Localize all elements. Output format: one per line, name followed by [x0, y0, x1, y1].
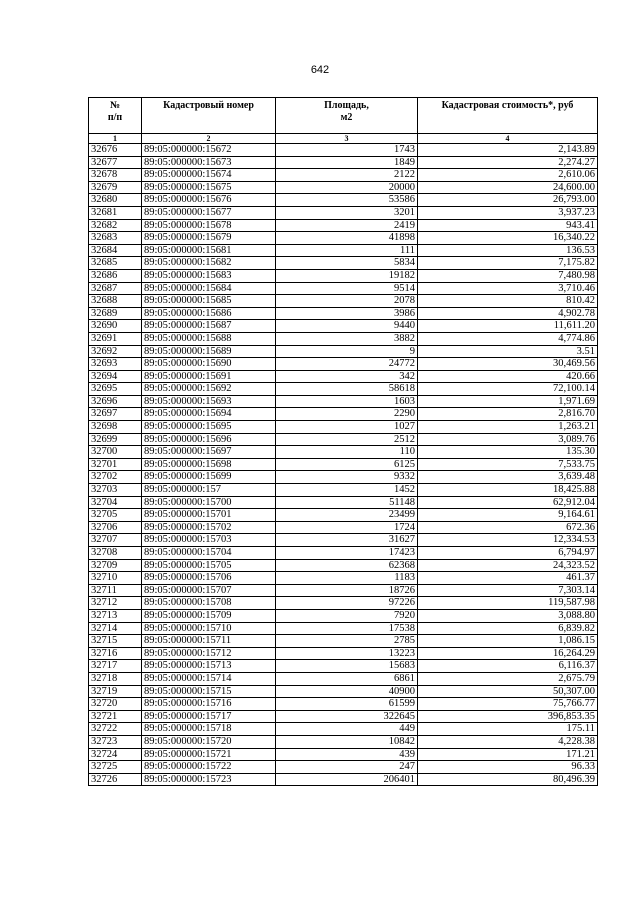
- row-number-cell: 32683: [89, 232, 142, 245]
- row-number-cell: 32684: [89, 244, 142, 257]
- cadastral-value-cell: 75,766.77: [418, 698, 598, 711]
- cadastral-number-cell: 89:05:000000:15679: [142, 232, 276, 245]
- column-number: 4: [418, 134, 598, 144]
- table-row: [89, 320, 598, 333]
- cadastral-value-cell: 3,089.76: [418, 433, 598, 446]
- table-row: [89, 244, 598, 257]
- cadastral-number-cell: 89:05:000000:15688: [142, 332, 276, 345]
- cadastral-value-cell: 26,793.00: [418, 194, 598, 207]
- area-cell: 17538: [276, 622, 418, 635]
- table-row: [89, 710, 598, 723]
- area-cell: 17423: [276, 547, 418, 560]
- area-cell: 7920: [276, 609, 418, 622]
- cadastral-value-cell: 72,100.14: [418, 383, 598, 396]
- cadastral-number-cell: 89:05:000000:15720: [142, 735, 276, 748]
- header-area-label: Площадь, м2: [324, 100, 369, 123]
- table-row: [89, 395, 598, 408]
- cadastral-number-cell: 89:05:000000:157: [142, 484, 276, 497]
- row-number-cell: 32691: [89, 332, 142, 345]
- row-number-cell: 32712: [89, 597, 142, 610]
- header-cadastral-number-label: Кадастровый номер: [163, 100, 254, 111]
- cadastral-value-cell: 420.66: [418, 370, 598, 383]
- cadastral-value-cell: 12,334.53: [418, 534, 598, 547]
- cadastral-value-cell: 3,710.46: [418, 282, 598, 295]
- page-number: 642: [310, 64, 330, 76]
- header-cadastral-value-label: Кадастровая стоимость*, руб: [441, 100, 574, 111]
- row-number-cell: 32677: [89, 156, 142, 169]
- area-cell: 2512: [276, 433, 418, 446]
- column-number-row: [89, 134, 598, 144]
- header-area: [276, 98, 418, 134]
- area-cell: 23499: [276, 509, 418, 522]
- cadastral-value-cell: 50,307.00: [418, 685, 598, 698]
- table-row: [89, 735, 598, 748]
- row-number-cell: 32711: [89, 584, 142, 597]
- cadastral-number-cell: 89:05:000000:15686: [142, 307, 276, 320]
- table-row: [89, 748, 598, 761]
- table-row: [89, 773, 598, 786]
- area-cell: 342: [276, 370, 418, 383]
- cadastral-number-cell: 89:05:000000:15721: [142, 748, 276, 761]
- cadastral-value-cell: 3,937.23: [418, 206, 598, 219]
- row-number-cell: 32724: [89, 748, 142, 761]
- table-row: [89, 584, 598, 597]
- area-cell: 53586: [276, 194, 418, 207]
- table-row: [89, 295, 598, 308]
- cadastral-number-cell: 89:05:000000:15689: [142, 345, 276, 358]
- table-row: [89, 635, 598, 648]
- area-cell: 2122: [276, 169, 418, 182]
- cadastral-number-cell: 89:05:000000:15718: [142, 723, 276, 736]
- table-row: [89, 446, 598, 459]
- cadastral-value-cell: 62,912.04: [418, 496, 598, 509]
- cadastral-value-cell: 136.53: [418, 244, 598, 257]
- row-number-cell: 32713: [89, 609, 142, 622]
- table-row: [89, 433, 598, 446]
- row-number-cell: 32680: [89, 194, 142, 207]
- row-number-cell: 32717: [89, 660, 142, 673]
- cadastral-value-cell: 3,088.80: [418, 609, 598, 622]
- area-cell: 5834: [276, 257, 418, 270]
- cadastral-value-cell: 396,853.35: [418, 710, 598, 723]
- cadastral-value-cell: 171.21: [418, 748, 598, 761]
- cadastral-number-cell: 89:05:000000:15706: [142, 572, 276, 585]
- cadastral-value-cell: 7,175.82: [418, 257, 598, 270]
- row-number-cell: 32703: [89, 484, 142, 497]
- cadastral-number-cell: 89:05:000000:15690: [142, 358, 276, 371]
- cadastral-value-cell: 119,587.98: [418, 597, 598, 610]
- table-row: [89, 458, 598, 471]
- table-row: [89, 496, 598, 509]
- cadastral-value-cell: 16,340.22: [418, 232, 598, 245]
- area-cell: 9514: [276, 282, 418, 295]
- cadastral-value-cell: 4,228.38: [418, 735, 598, 748]
- table-row: [89, 509, 598, 522]
- table-row: [89, 144, 598, 157]
- cadastral-value-cell: 943.41: [418, 219, 598, 232]
- cadastral-number-cell: 89:05:000000:15700: [142, 496, 276, 509]
- header-cadastral-value: [418, 98, 598, 134]
- cadastral-value-cell: 3,639.48: [418, 471, 598, 484]
- cadastral-number-cell: 89:05:000000:15696: [142, 433, 276, 446]
- cadastral-table: [88, 97, 598, 786]
- cadastral-value-cell: 96.33: [418, 761, 598, 774]
- area-cell: 20000: [276, 181, 418, 194]
- table-row: [89, 257, 598, 270]
- table-row: [89, 408, 598, 421]
- row-number-cell: 32698: [89, 421, 142, 434]
- area-cell: 9: [276, 345, 418, 358]
- cadastral-value-cell: 175.11: [418, 723, 598, 736]
- row-number-cell: 32710: [89, 572, 142, 585]
- area-cell: 247: [276, 761, 418, 774]
- table-row: [89, 345, 598, 358]
- cadastral-number-cell: 89:05:000000:15674: [142, 169, 276, 182]
- table-row: [89, 383, 598, 396]
- table-row: [89, 698, 598, 711]
- row-number-cell: 32701: [89, 458, 142, 471]
- cadastral-value-cell: 7,303.14: [418, 584, 598, 597]
- area-cell: 1743: [276, 144, 418, 157]
- cadastral-number-cell: 89:05:000000:15673: [142, 156, 276, 169]
- cadastral-number-cell: 89:05:000000:15676: [142, 194, 276, 207]
- table-row: [89, 521, 598, 534]
- table-row: [89, 169, 598, 182]
- area-cell: 15683: [276, 660, 418, 673]
- table-body: [89, 144, 598, 786]
- cadastral-value-cell: 2,675.79: [418, 672, 598, 685]
- table-row: [89, 370, 598, 383]
- area-cell: 1849: [276, 156, 418, 169]
- cadastral-value-cell: 24,600.00: [418, 181, 598, 194]
- row-number-cell: 32704: [89, 496, 142, 509]
- cadastral-value-cell: 6,116.37: [418, 660, 598, 673]
- table-row: [89, 194, 598, 207]
- cadastral-value-cell: 24,323.52: [418, 559, 598, 572]
- row-number-cell: 32693: [89, 358, 142, 371]
- cadastral-number-cell: 89:05:000000:15702: [142, 521, 276, 534]
- cadastral-number-cell: 89:05:000000:15707: [142, 584, 276, 597]
- cadastral-value-cell: 672.36: [418, 521, 598, 534]
- cadastral-number-cell: 89:05:000000:15712: [142, 647, 276, 660]
- area-cell: 1603: [276, 395, 418, 408]
- table-row: [89, 181, 598, 194]
- cadastral-value-cell: 1,971.69: [418, 395, 598, 408]
- area-cell: 13223: [276, 647, 418, 660]
- area-cell: 51148: [276, 496, 418, 509]
- row-number-cell: 32699: [89, 433, 142, 446]
- cadastral-value-cell: 2,143.89: [418, 144, 598, 157]
- cadastral-number-cell: 89:05:000000:15697: [142, 446, 276, 459]
- row-number-cell: 32688: [89, 295, 142, 308]
- cadastral-value-cell: 4,774.86: [418, 332, 598, 345]
- table-row: [89, 471, 598, 484]
- area-cell: 6125: [276, 458, 418, 471]
- table-row: [89, 572, 598, 585]
- cadastral-value-cell: 7,533.75: [418, 458, 598, 471]
- cadastral-number-cell: 89:05:000000:15713: [142, 660, 276, 673]
- table-row: [89, 332, 598, 345]
- table-row: [89, 647, 598, 660]
- table-row: [89, 723, 598, 736]
- table-row: [89, 534, 598, 547]
- row-number-cell: 32697: [89, 408, 142, 421]
- cadastral-number-cell: 89:05:000000:15723: [142, 773, 276, 786]
- row-number-cell: 32686: [89, 269, 142, 282]
- cadastral-value-cell: 461.37: [418, 572, 598, 585]
- area-cell: 18726: [276, 584, 418, 597]
- table-row: [89, 232, 598, 245]
- area-cell: 111: [276, 244, 418, 257]
- row-number-cell: 32689: [89, 307, 142, 320]
- cadastral-value-cell: 9,164.61: [418, 509, 598, 522]
- cadastral-value-cell: 4,902.78: [418, 307, 598, 320]
- cadastral-value-cell: 2,816.70: [418, 408, 598, 421]
- cadastral-number-cell: 89:05:000000:15691: [142, 370, 276, 383]
- table-row: [89, 307, 598, 320]
- cadastral-value-cell: 16,264.29: [418, 647, 598, 660]
- cadastral-value-cell: 7,480.98: [418, 269, 598, 282]
- row-number-cell: 32720: [89, 698, 142, 711]
- cadastral-value-cell: 1,263.21: [418, 421, 598, 434]
- cadastral-number-cell: 89:05:000000:15693: [142, 395, 276, 408]
- row-number-cell: 32718: [89, 672, 142, 685]
- area-cell: 24772: [276, 358, 418, 371]
- area-cell: 449: [276, 723, 418, 736]
- row-number-cell: 32706: [89, 521, 142, 534]
- area-cell: 2290: [276, 408, 418, 421]
- row-number-cell: 32676: [89, 144, 142, 157]
- table-row: [89, 761, 598, 774]
- cadastral-number-cell: 89:05:000000:15705: [142, 559, 276, 572]
- row-number-cell: 32682: [89, 219, 142, 232]
- table-row: [89, 672, 598, 685]
- area-cell: 439: [276, 748, 418, 761]
- cadastral-number-cell: 89:05:000000:15715: [142, 685, 276, 698]
- cadastral-number-cell: 89:05:000000:15685: [142, 295, 276, 308]
- cadastral-number-cell: 89:05:000000:15717: [142, 710, 276, 723]
- cadastral-value-cell: 6,839.82: [418, 622, 598, 635]
- table-row: [89, 206, 598, 219]
- row-number-cell: 32694: [89, 370, 142, 383]
- cadastral-value-cell: 810.42: [418, 295, 598, 308]
- cadastral-number-cell: 89:05:000000:15699: [142, 471, 276, 484]
- row-number-cell: 32721: [89, 710, 142, 723]
- column-number: 3: [276, 134, 418, 144]
- row-number-cell: 32690: [89, 320, 142, 333]
- row-number-cell: 32709: [89, 559, 142, 572]
- table-row: [89, 622, 598, 635]
- cadastral-number-cell: 89:05:000000:15682: [142, 257, 276, 270]
- table-row: [89, 609, 598, 622]
- cadastral-number-cell: 89:05:000000:15681: [142, 244, 276, 257]
- area-cell: 9440: [276, 320, 418, 333]
- cadastral-number-cell: 89:05:000000:15708: [142, 597, 276, 610]
- cadastral-value-cell: 30,469.56: [418, 358, 598, 371]
- row-number-cell: 32726: [89, 773, 142, 786]
- table-row: [89, 269, 598, 282]
- table-row: [89, 559, 598, 572]
- row-number-cell: 32696: [89, 395, 142, 408]
- area-cell: 58618: [276, 383, 418, 396]
- table-row: [89, 421, 598, 434]
- column-number: 1: [89, 134, 142, 144]
- cadastral-value-cell: 3.51: [418, 345, 598, 358]
- cadastral-number-cell: 89:05:000000:15709: [142, 609, 276, 622]
- cadastral-number-cell: 89:05:000000:15675: [142, 181, 276, 194]
- table-row: [89, 685, 598, 698]
- area-cell: 97226: [276, 597, 418, 610]
- row-number-cell: 32702: [89, 471, 142, 484]
- table-row: [89, 660, 598, 673]
- cadastral-value-cell: 1,086.15: [418, 635, 598, 648]
- row-number-cell: 32679: [89, 181, 142, 194]
- cadastral-number-cell: 89:05:000000:15716: [142, 698, 276, 711]
- table-row: [89, 156, 598, 169]
- column-number: 2: [142, 134, 276, 144]
- area-cell: 62368: [276, 559, 418, 572]
- table-row: [89, 484, 598, 497]
- table-row: [89, 597, 598, 610]
- cadastral-value-cell: 2,274.27: [418, 156, 598, 169]
- row-number-cell: 32700: [89, 446, 142, 459]
- table-row: [89, 547, 598, 560]
- area-cell: 19182: [276, 269, 418, 282]
- area-cell: 3986: [276, 307, 418, 320]
- row-number-cell: 32687: [89, 282, 142, 295]
- area-cell: 61599: [276, 698, 418, 711]
- row-number-cell: 32719: [89, 685, 142, 698]
- cadastral-number-cell: 89:05:000000:15683: [142, 269, 276, 282]
- table-row: [89, 282, 598, 295]
- table-row: [89, 219, 598, 232]
- cadastral-number-cell: 89:05:000000:15722: [142, 761, 276, 774]
- cadastral-number-cell: 89:05:000000:15678: [142, 219, 276, 232]
- cadastral-value-cell: 80,496.39: [418, 773, 598, 786]
- area-cell: 3882: [276, 332, 418, 345]
- table-row: [89, 358, 598, 371]
- table-header-row: [89, 98, 598, 134]
- area-cell: 206401: [276, 773, 418, 786]
- area-cell: 110: [276, 446, 418, 459]
- row-number-cell: 32725: [89, 761, 142, 774]
- row-number-cell: 32685: [89, 257, 142, 270]
- row-number-cell: 32681: [89, 206, 142, 219]
- area-cell: 31627: [276, 534, 418, 547]
- cadastral-number-cell: 89:05:000000:15672: [142, 144, 276, 157]
- area-cell: 3201: [276, 206, 418, 219]
- area-cell: 1724: [276, 521, 418, 534]
- row-number-cell: 32708: [89, 547, 142, 560]
- row-number-cell: 32695: [89, 383, 142, 396]
- cadastral-value-cell: 11,611.20: [418, 320, 598, 333]
- cadastral-number-cell: 89:05:000000:15694: [142, 408, 276, 421]
- row-number-cell: 32707: [89, 534, 142, 547]
- row-number-cell: 32722: [89, 723, 142, 736]
- area-cell: 2785: [276, 635, 418, 648]
- row-number-cell: 32723: [89, 735, 142, 748]
- cadastral-number-cell: 89:05:000000:15698: [142, 458, 276, 471]
- cadastral-number-cell: 89:05:000000:15677: [142, 206, 276, 219]
- cadastral-number-cell: 89:05:000000:15710: [142, 622, 276, 635]
- row-number-cell: 32692: [89, 345, 142, 358]
- cadastral-number-cell: 89:05:000000:15684: [142, 282, 276, 295]
- cadastral-value-cell: 6,794.97: [418, 547, 598, 560]
- row-number-cell: 32678: [89, 169, 142, 182]
- header-cadastral-number: [142, 98, 276, 134]
- cadastral-number-cell: 89:05:000000:15701: [142, 509, 276, 522]
- area-cell: 2078: [276, 295, 418, 308]
- area-cell: 1183: [276, 572, 418, 585]
- area-cell: 1027: [276, 421, 418, 434]
- area-cell: 6861: [276, 672, 418, 685]
- cadastral-value-cell: 18,425.88: [418, 484, 598, 497]
- cadastral-value-cell: 2,610.06: [418, 169, 598, 182]
- row-number-cell: 32705: [89, 509, 142, 522]
- cadastral-number-cell: 89:05:000000:15714: [142, 672, 276, 685]
- cadastral-number-cell: 89:05:000000:15692: [142, 383, 276, 396]
- area-cell: 1452: [276, 484, 418, 497]
- cadastral-number-cell: 89:05:000000:15687: [142, 320, 276, 333]
- row-number-cell: 32716: [89, 647, 142, 660]
- area-cell: 10842: [276, 735, 418, 748]
- area-cell: 40900: [276, 685, 418, 698]
- area-cell: 322645: [276, 710, 418, 723]
- cadastral-value-cell: 135.30: [418, 446, 598, 459]
- cadastral-number-cell: 89:05:000000:15704: [142, 547, 276, 560]
- area-cell: 41898: [276, 232, 418, 245]
- area-cell: 2419: [276, 219, 418, 232]
- area-cell: 9332: [276, 471, 418, 484]
- header-row-number-label: № п/п: [107, 100, 123, 123]
- row-number-cell: 32714: [89, 622, 142, 635]
- cadastral-number-cell: 89:05:000000:15695: [142, 421, 276, 434]
- cadastral-number-cell: 89:05:000000:15703: [142, 534, 276, 547]
- cadastral-number-cell: 89:05:000000:15711: [142, 635, 276, 648]
- header-row-number: [89, 98, 142, 134]
- row-number-cell: 32715: [89, 635, 142, 648]
